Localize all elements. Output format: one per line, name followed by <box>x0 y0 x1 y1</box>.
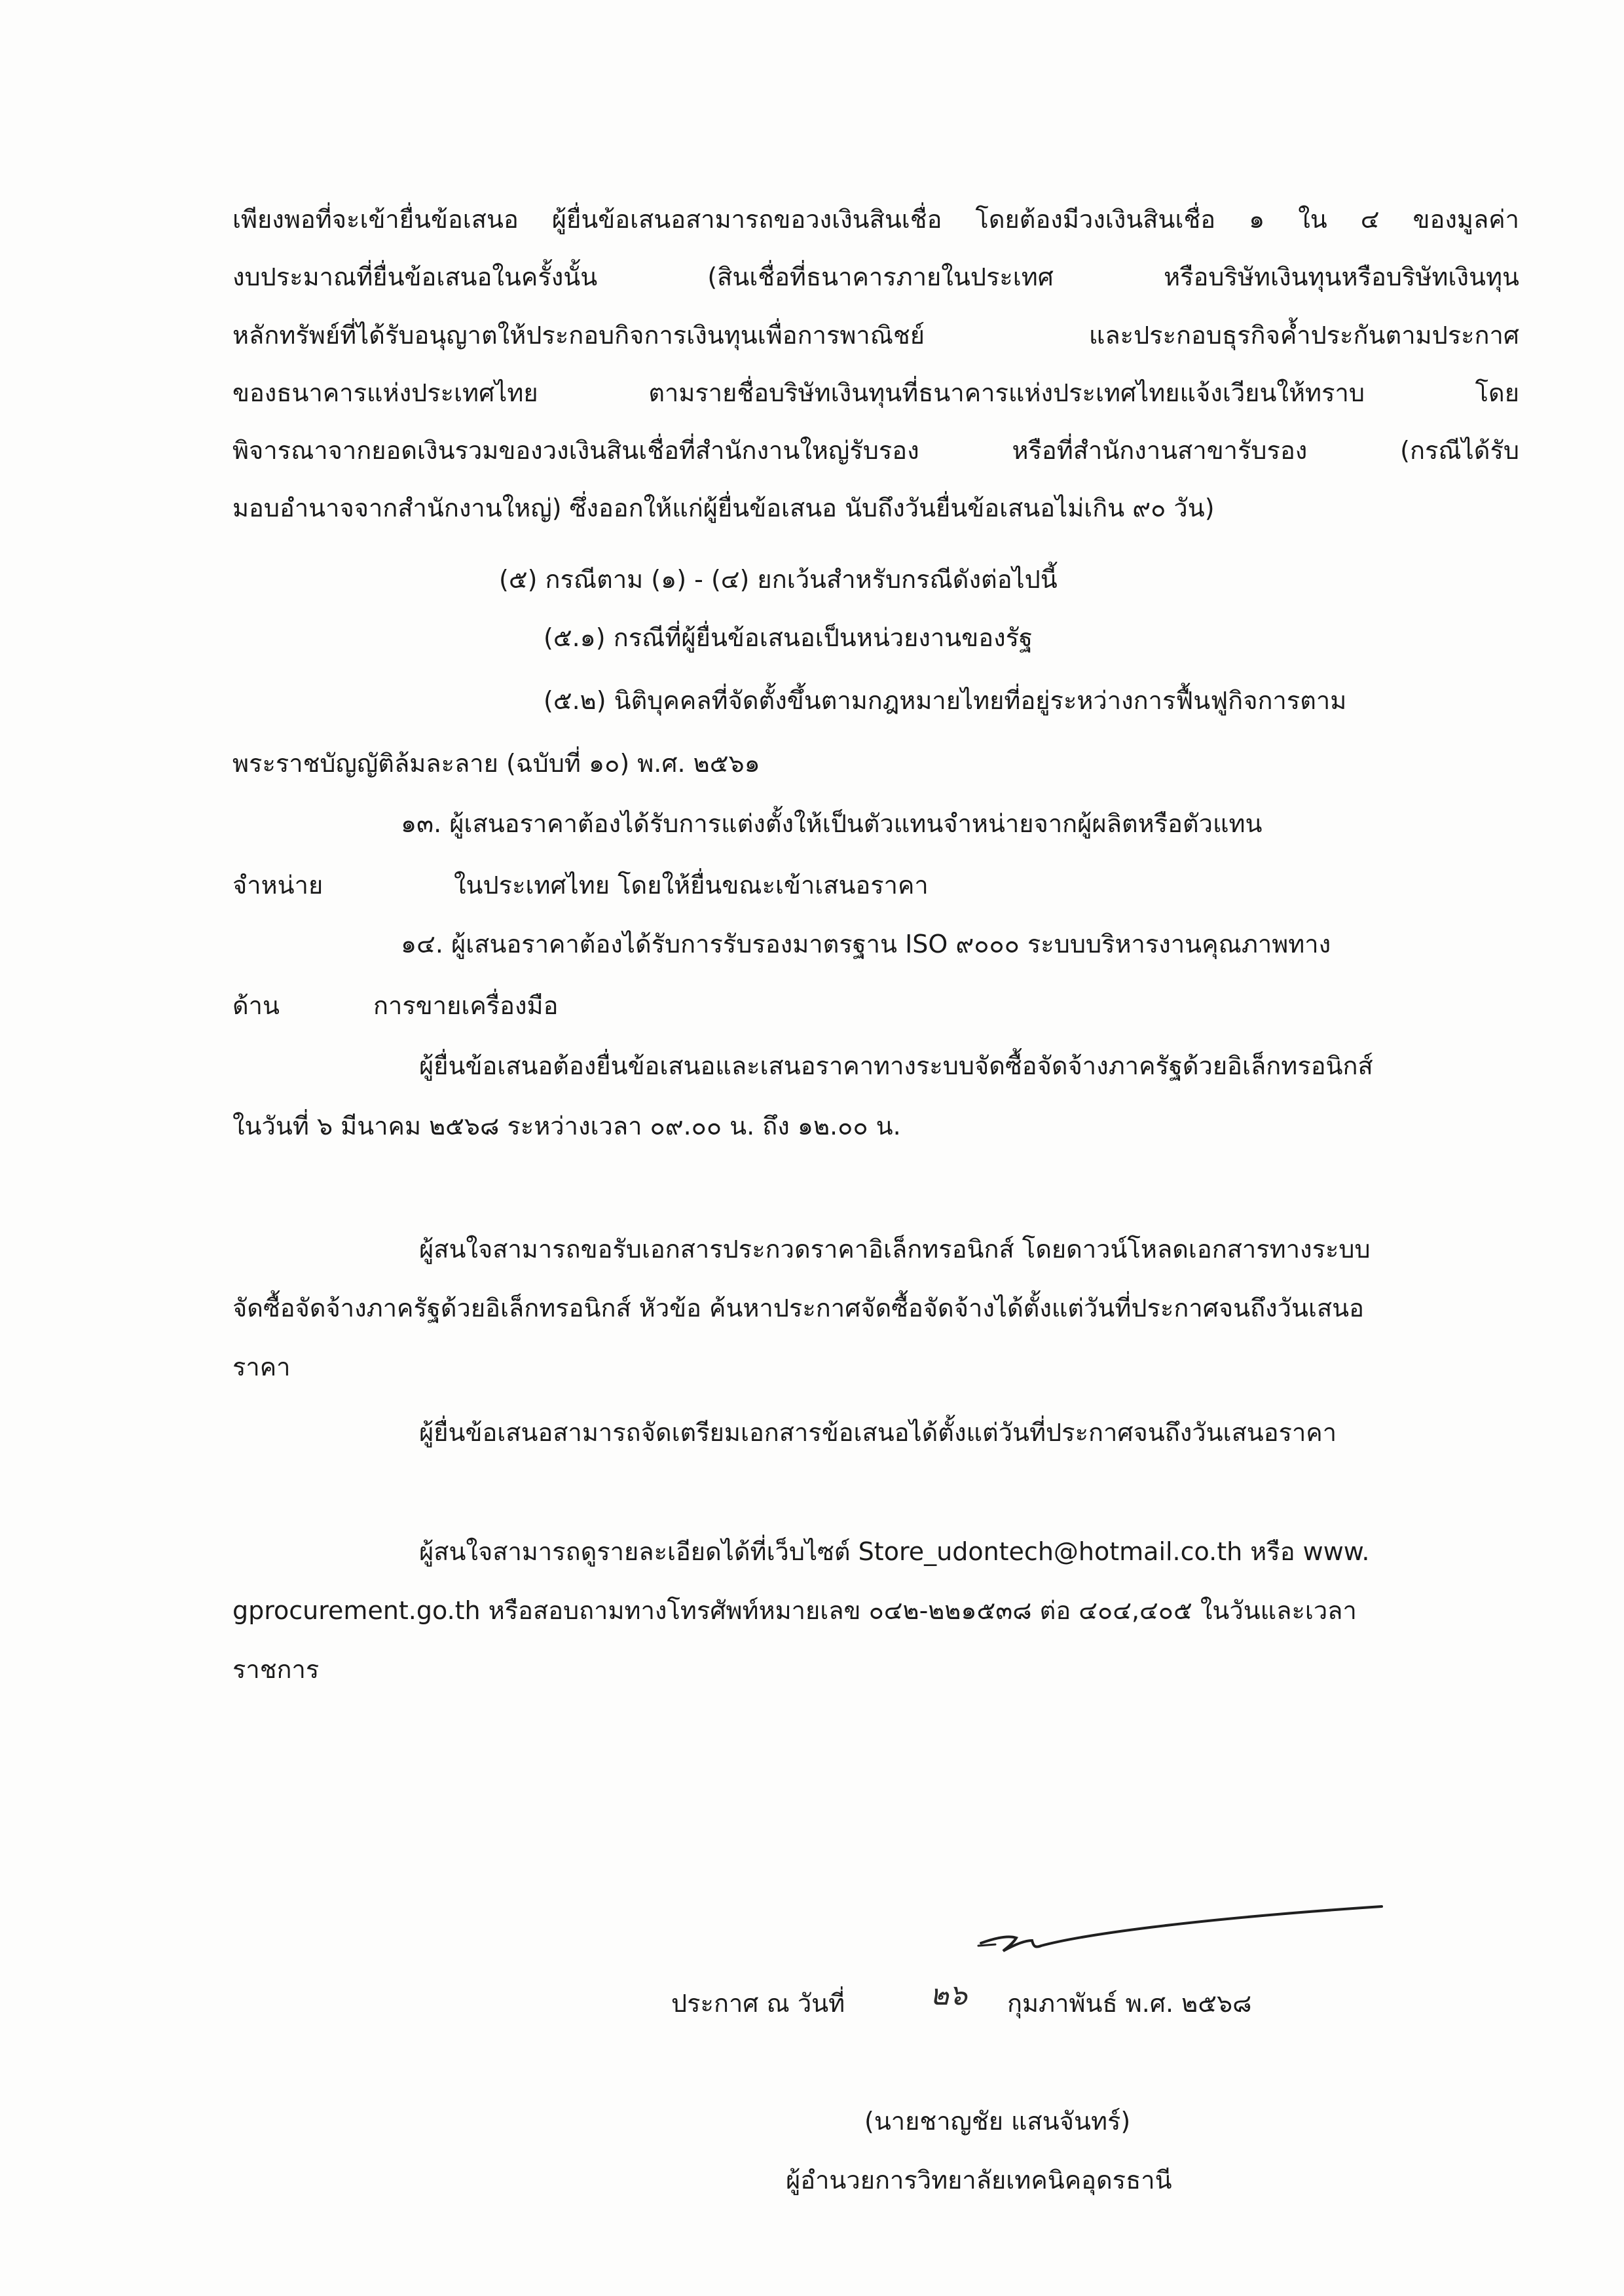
signature-graphic <box>969 1872 1388 1971</box>
submit-line-1: ผู้ยื่นข้อเสนอต้องยื่นข้อเสนอและเสนอราคาทางระบบจัดซื้อจัดจ้างภาครัฐด้วยอิเล็กทรอนิกส์ <box>419 1051 1373 1080</box>
para1-line-5: พิจารณาจากยอดเงินรวมของวงเงินสินเชื่อที่สำนักงานใหญ่รับรอง หรือที่สำนักงานสาขารับรอง (กรณีได้รับ <box>232 436 1519 465</box>
item-13: ๑๓. ผู้เสนอราคาต้องได้รับการแต่งตั้งให้เป็นตัวแทนจำหน่ายจากผู้ผลิตหรือตัวแทน <box>401 809 1263 838</box>
item-14-cont-b: การขายเครื่องมือ <box>373 991 559 1020</box>
contact-line-1: ผู้สนใจสามารถดูรายละเอียดได้ที่เว็บไซต์ Store_udontech@hotmail.co.th หรือ www. <box>419 1537 1370 1566</box>
item-5-1: (๕.๑) กรณีที่ผู้ยื่นข้อเสนอเป็นหน่วยงานของรัฐ <box>544 623 1033 652</box>
item-13-cont-a: จำหน่าย <box>232 871 323 900</box>
announce-day-handwritten: ๒๖ <box>930 1978 967 2012</box>
announce-suffix: กุมภาพันธ์ พ.ศ. ๒๕๖๘ <box>1007 1989 1252 2018</box>
download-line-2: จัดซื้อจัดจ้างภาครัฐด้วยอิเล็กทรอนิกส์ หัวข้อ ค้นหาประกาศจัดซื้อจัดจ้างได้ตั้งแต่วันที่ประกาศจนถึงวันเสนอ <box>232 1294 1364 1322</box>
item-5-2-cont: พระราชบัญญัติล้มละลาย (ฉบับที่ ๑๐) พ.ศ. ๒๕๖๑ <box>232 749 760 778</box>
download-line-3: ราคา <box>232 1353 291 1381</box>
para1-line-2: งบประมาณที่ยื่นข้อเสนอในครั้งนั้น (สินเชื่อที่ธนาคารภายในประเทศ หรือบริษัทเงินทุนหรือบริษัทเงินทุน <box>232 263 1519 291</box>
signer-title: ผู้อำนวยการวิทยาลัยเทคนิคอุดรธานี <box>786 2166 1172 2195</box>
para1-line-1: เพียงพอที่จะเข้ายื่นข้อเสนอ ผู้ยื่นข้อเสนอสามารถขอวงเงินสินเชื่อ โดยต้องมีวงเงินสินเชื่อ ๑ ใน ๔ ของมูลค่า <box>232 205 1519 234</box>
item-13-cont-b: ในประเทศไทย โดยให้ยื่นขณะเข้าเสนอราคา <box>454 871 929 900</box>
item-5-2: (๕.๒) นิติบุคคลที่จัดตั้งขึ้นตามกฎหมายไทยที่อยู่ระหว่างการฟื้นฟูกิจการตาม <box>544 686 1347 715</box>
item-14-cont-a: ด้าน <box>232 991 280 1020</box>
para1-line-4: ของธนาคารแห่งประเทศไทย ตามรายชื่อบริษัทเงินทุนที่ธนาคารแห่งประเทศไทยแจ้งเวียนให้ทราบ โดย <box>232 378 1519 407</box>
contact-line-2: gprocurement.go.th หรือสอบถามทางโทรศัพท์หมายเลข ๐๔๒-๒๒๑๕๓๘ ต่อ ๔๐๔,๔๐๕ ในวันและเวลา <box>232 1596 1357 1625</box>
submit-line-2: ในวันที่ ๖ มีนาคม ๒๕๖๘ ระหว่างเวลา ๐๙.๐๐ น. ถึง ๑๒.๐๐ น. <box>232 1112 901 1140</box>
item-14: ๑๔. ผู้เสนอราคาต้องได้รับการรับรองมาตรฐาน ISO ๙๐๐๐ ระบบบริหารงานคุณภาพทาง <box>401 930 1331 958</box>
para1-line-3: หลักทรัพย์ที่ได้รับอนุญาตให้ประกอบกิจการเงินทุนเพื่อการพาณิชย์ และประกอบธุรกิจค้ำประกันตามประกาศ <box>232 321 1519 350</box>
announce-prefix: ประกาศ ณ วันที่ <box>671 1989 845 2018</box>
item-5: (๕) กรณีตาม (๑) - (๔) ยกเว้นสำหรับกรณีดังต่อไปนี้ <box>499 565 1058 594</box>
download-line-1: ผู้สนใจสามารถขอรับเอกสารประกวดราคาอิเล็กทรอนิกส์ โดยดาวน์โหลดเอกสารทางระบบ <box>419 1235 1371 1264</box>
prepare-line: ผู้ยื่นข้อเสนอสามารถจัดเตรียมเอกสารข้อเสนอได้ตั้งแต่วันที่ประกาศจนถึงวันเสนอราคา <box>419 1418 1337 1447</box>
para1-line-6: มอบอำนาจจากสำนักงานใหญ่) ซึ่งออกให้แก่ผู้ยื่นข้อเสนอ นับถึงวันยื่นข้อเสนอไม่เกิน ๙๐ วัน) <box>232 494 1215 522</box>
signer-name: (นายชาญชัย แสนจันทร์) <box>864 2107 1131 2136</box>
contact-line-3: ราชการ <box>232 1655 320 1684</box>
